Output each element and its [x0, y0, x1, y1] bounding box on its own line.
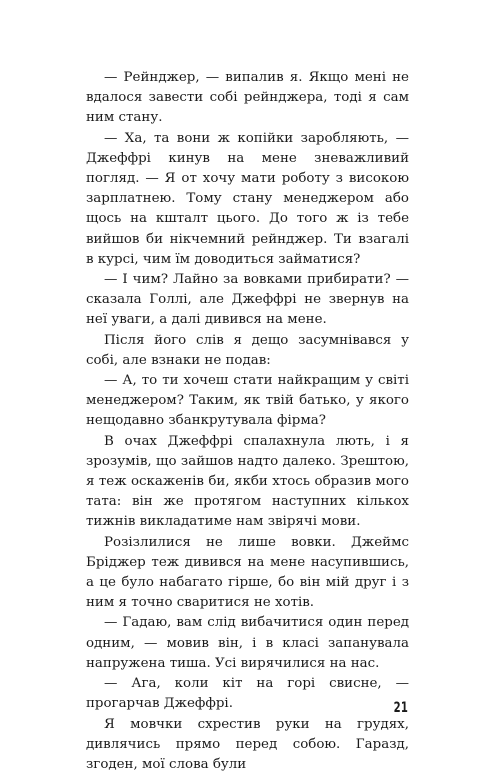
paragraph: — Ага, коли кіт на горі свисне, — прогарчав Джеффрі.: [86, 674, 409, 714]
paragraph: — А, то ти хочеш стати найкращим у світі менеджером? Таким, як твій батько, у якого нещодавно збанкрутувала фірма?: [86, 371, 409, 432]
paragraph: В очах Джеффрі спалахнула лють, і я зрозумів, що зайшов надто далеко. Зрештою, я теж оскаженів би, якби хтось образив мого тата: він же протягом наступних кількох тижнів викладатиме нам звірячі мови.: [86, 432, 409, 533]
paragraph: — Рейнджер, — випалив я. Якщо мені не вдалося завести собі рейнджера, тоді я сам ним стану.: [86, 68, 409, 129]
paragraph: — І чим? Лайно за вовками прибирати? — сказала Голлі, але Джеффрі не звернув на неї уваги, а далі дивився на мене.: [86, 270, 409, 331]
paragraph: — Ха, та вони ж копійки заробляють, — Джеффрі кинув на мене зневажливий погляд. — Я от хочу мати роботу з високою зарплатнею. Тому стану менеджером або щось на кшталт цього. До того ж із тебе вийшов би нікчемний рейнджер. Ти взагалі в курсі, чим їм доводиться займатися?: [86, 129, 409, 270]
paragraph: Після його слів я дещо засумнівався у собі, але взнаки не подав:: [86, 331, 409, 371]
paragraph: — Гадаю, вам слід вибачитися один перед одним, — мовив він, і в класі запанувала напружена тиша. Усі вирячилися на нас.: [86, 613, 409, 674]
page-number: 21: [394, 700, 408, 716]
paragraph: Розізлилися не лише вовки. Джеймс Бріджер теж дивився на мене насупившись, а це було набагато гірше, бо він мій друг і з ним я точно сваритися не хотів.: [86, 533, 409, 614]
body-text: [86, 68, 409, 775]
paragraph: Я мовчки схрестив руки на грудях, дивлячись прямо перед собою. Гаразд, згоден, мої слова були: [86, 715, 409, 775]
